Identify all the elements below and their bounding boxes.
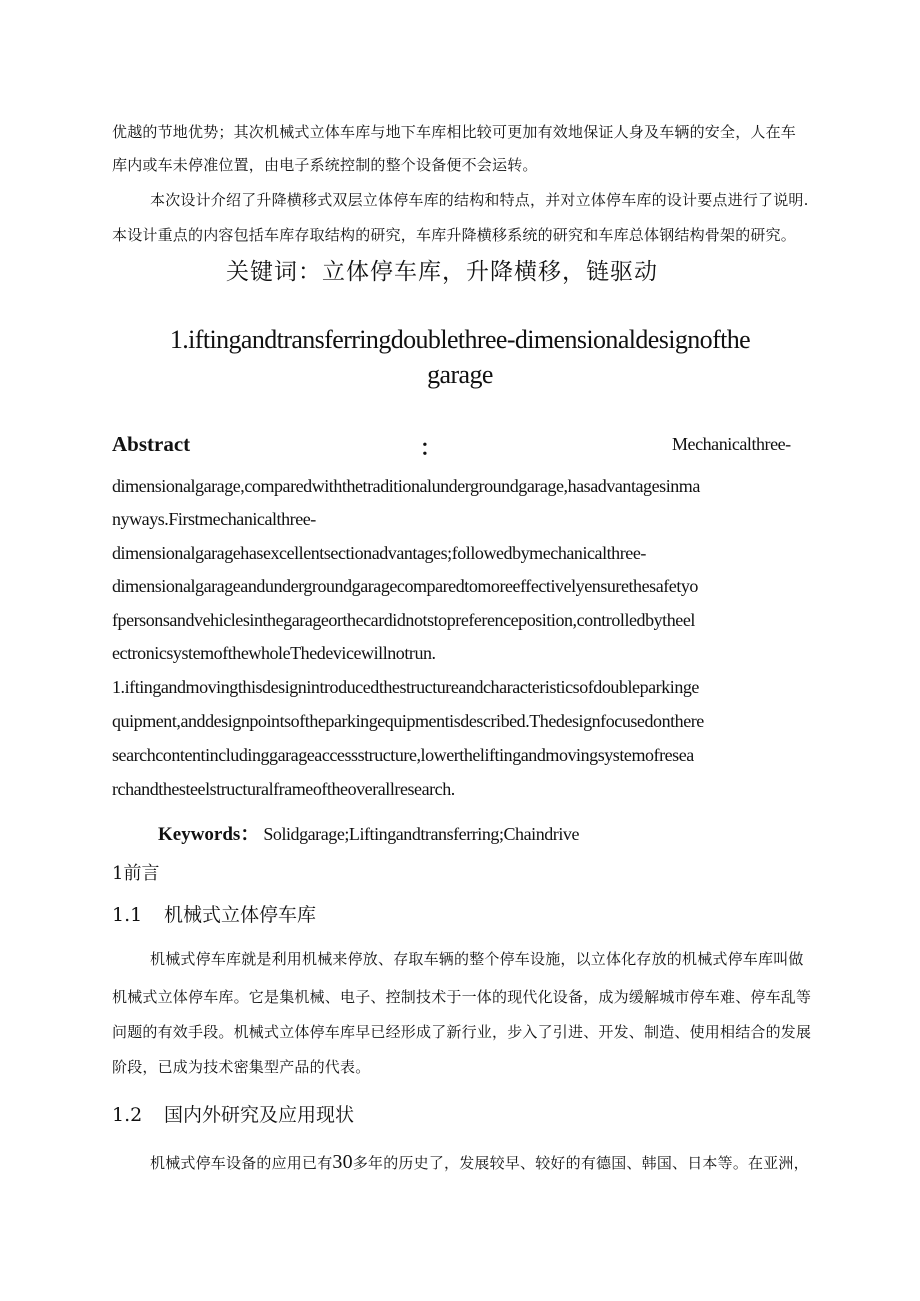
abstract-line-6: ectronicsystemofthewholeThedevicewillnotrun. (112, 643, 436, 663)
section-1-2-line-number: 30 (332, 1151, 353, 1173)
abstract-line-4: dimensionalgarageandundergroundgaragecomparedtomoreeffectivelyensurethesafetyo (112, 576, 698, 596)
cn-intro-line-2: 库内或车未停准位置，由电子系统控制的整个设备便不会运转。 (112, 156, 538, 174)
section-1-2-heading (112, 1100, 354, 1127)
abstract-line-5: fpersonsandvehiclesinthegarageorthecardidnotstopreferenceposition,controlledbytheel (112, 610, 695, 630)
abstract-colon: ： (420, 436, 441, 460)
section-1-2-line-1 (150, 1152, 809, 1172)
abstract-line-10: rchandthesteelstructuralframeoftheoverallresearch. (112, 779, 455, 799)
section-1-1-heading (112, 900, 316, 927)
section-1-2-line-post: 多年的历史了，发展较早、较好的有德国、韩国、日本等。在亚洲， (352, 1154, 809, 1172)
section-1-1-line-1: 机械式停车库就是利用机械来停放、存取车辆的整个停车设施，以立体化存放的机械式停车库叫做 (150, 950, 804, 968)
cn-intro-line-3: 本次设计介绍了升降横移式双层立体停车库的结构和特点，并对立体停车库的设计要点进行了说明. (150, 191, 809, 209)
abstract-line-8: quipment,anddesignpointsoftheparkingequipmentisdescribed.Thedesignfocusedonthere (112, 711, 704, 731)
section-1-1-number: 1.1 (112, 904, 143, 926)
keywords-en-text: Solidgarage;Liftingandtransferring;Chaindrive (263, 824, 579, 844)
section-1-2-line-pre: 机械式停车设备的应用已有 (150, 1154, 333, 1172)
abstract-line-1: dimensionalgarage,comparedwiththetraditionalundergroundgarage,hasadvantagesinma (112, 476, 700, 496)
keywords-en-label: Keywords： (158, 824, 260, 845)
keywords-cn: 关键词：立体停车库，升降横移，链驱动 (226, 259, 658, 285)
section-1-1-line-3: 问题的有效手段。机械式立体停车库早已经形成了新行业，步入了引进、开发、制造、使用相结合的发展 (112, 1023, 812, 1041)
abstract-first-word: Mechanicalthree- (672, 434, 791, 454)
english-title-line-2: garage (427, 360, 493, 389)
section-1-2-number: 1.2 (112, 1104, 143, 1126)
abstract-line-3: dimensionalgaragehasexcellentsectionadvantages;followedbymechanicalthree- (112, 543, 646, 563)
section-1-1-line-4: 阶段，已成为技术密集型产品的代表。 (112, 1058, 371, 1076)
cn-intro-line-4: 本设计重点的内容包括车库存取结构的研究，车库升降横移系统的研究和车库总体钢结构骨架的研究。 (112, 226, 797, 244)
abstract-heading: Abstract (112, 432, 191, 456)
section-1-2-title: 国内外研究及应用现状 (164, 1104, 355, 1126)
abstract-line-2: nyways.Firstmechanicalthree- (112, 509, 316, 529)
abstract-line-7: 1.iftingandmovingthisdesignintroducedthestructureandcharacteristicsofdoubleparkinge (112, 677, 699, 697)
abstract-line-9: searchcontentincludinggarageaccessstructure,lowertheliftingandmovingsystemofresea (112, 745, 694, 765)
section-1-heading: 1前言 (112, 863, 160, 884)
keywords-en-row (158, 819, 579, 846)
section-1-1-title: 机械式立体停车库 (164, 904, 317, 926)
english-title-line-1: 1.iftingandtransferringdoublethree-dimensionaldesignofthe (169, 325, 751, 354)
cn-intro-line-1: 优越的节地优势；其次机械式立体车库与地下车库相比较可更加有效地保证人身及车辆的安全，人在车 (112, 123, 797, 141)
section-1-1-line-2: 机械式立体停车库。它是集机械、电子、控制技术于一体的现代化设备，成为缓解城市停车难、停车乱等 (112, 988, 812, 1006)
